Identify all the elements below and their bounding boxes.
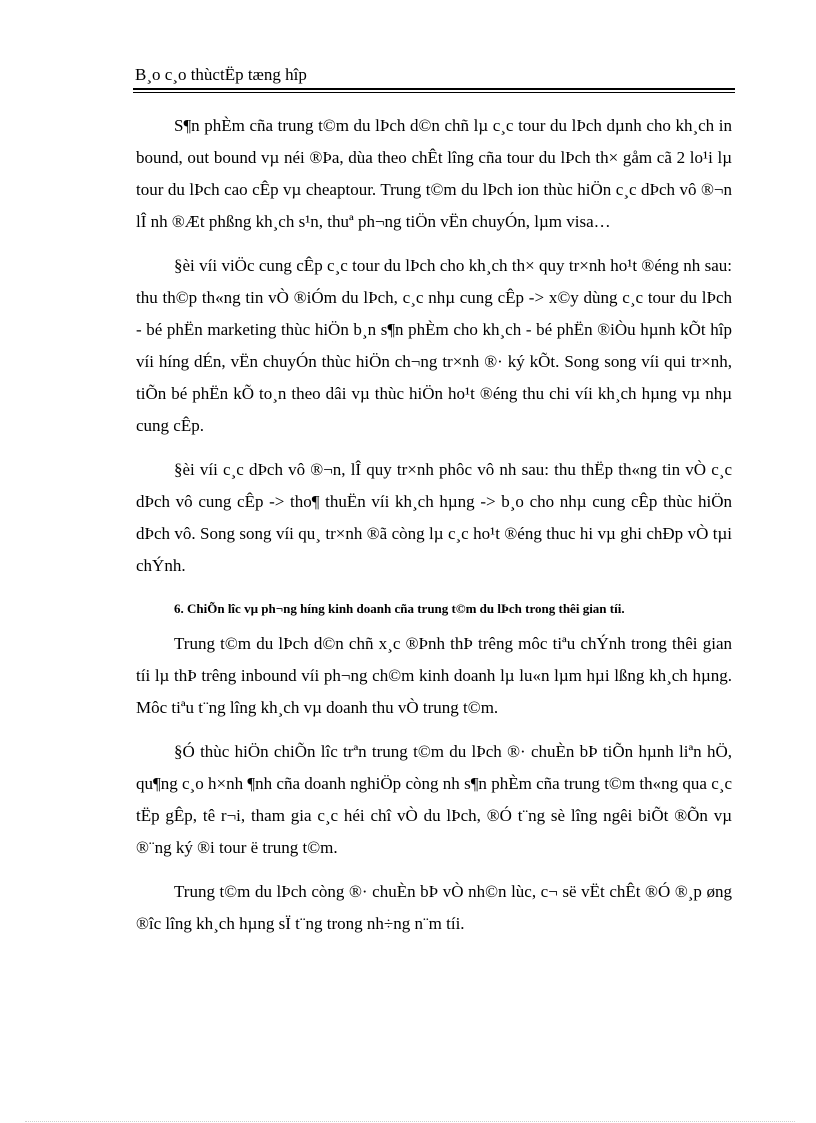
section-heading: 6. ChiÕn lîc vµ ph¬ng híng kinh doanh cña trung t©m du lÞch trong thêi gian tíi. (174, 601, 625, 616)
paragraph-resources: Trung t©m du lÞch còng ®· chuÈn bÞ vÒ nh©n lùc, c¬ së vËt chÊt ®Ó ®¸p øng ®îc lîng kh¸ch hµng sÏ t¨ng trong nh÷ng n¨m tíi. (136, 882, 732, 933)
paragraph-tour-process: §èi víi viÖc cung cÊp c¸c tour du lÞch cho kh¸ch th× quy tr×nh ho¹t ®éng nh sau: thu th©p th«ng tin vÒ ®iÓm du lÞch, c¸c nhµ cung cÊp -> x©y dùng c¸c tour du lÞch - bé phËn marketing thùc hiÖn b¸n s¶n phÈm cho kh¸ch - bé phËn ®iÒu hµnh kÕt hîp víi híng dÉn, vËn chuyÓn thùc hiÖn ch¬ng tr×nh ®· ký kÕt. Song song víi qui tr×nh, tiÕn bé phËn kÕ to¸n theo dâi vµ thùc hiÖn ho¹t ®éng thu chi víi kh¸ch hµng vµ nhµ cung cÊp. (136, 256, 732, 435)
paragraph-target-market: Trung t©m du lÞch d©n chñ x¸c ®Þnh thÞ trêng môc tiªu chÝnh trong thêi gian tíi lµ thÞ trêng inbound víi ph¬ng ch©m kinh doanh lµ lu«n lµm hµi lßng kh¸ch hµng. Môc tiªu t¨ng lîng kh¸ch vµ doanh thu vÒ trung t©m. (136, 634, 732, 717)
header-rule-thin (133, 92, 735, 93)
paragraph-products: S¶n phÈm cña trung t©m du lÞch d©n chñ lµ c¸c tour du lÞch dµnh cho kh¸ch in bound, out bound vµ néi ®Þa, dùa theo chÊt lîng cña tour du lÞch th× gåm cã 2 lo¹i lµ tour du lÞch cao cÊp vµ cheaptour. Trung t©m du lÞch ion thùc hiÖn c¸c dÞch vô ®¬n lÎ nh ®Æt phßng kh¸ch s¹n, thuª ph¬ng tiÖn vËn chuyÓn, lµm visa… (136, 116, 732, 231)
paragraph-service-process: §èi víi c¸c dÞch vô ®¬n, lÎ quy tr×nh phôc vô nh sau: thu thËp th«ng tin vÒ c¸c dÞch vô cung cÊp -> tho¶ thuËn víi kh¸ch hµng -> b¸o cho nhµ cung cÊp thùc hiÖn dÞch vô. Song song víi qu¸ tr×nh ®ã còng lµ c¸c ho¹t ®éng thuc hi vµ ghi chÐp vÒ tµi chÝnh. (136, 460, 732, 575)
page-header-title: B¸o c¸o thùctËp tæng hîp (135, 65, 307, 84)
paragraph-strategy: §Ó thùc hiÖn chiÕn lîc trªn trung t©m du lÞch ®· chuÈn bÞ tiÕn hµnh liªn hÖ, qu¶ng c¸o h×nh ¶nh cña doanh nghiÖp còng nh s¶n phÈm cña trung t©m th«ng qua c¸c tËp gÊp, tê r¬i, tham gia c¸c héi chî vÒ du lÞch, ®Ó t¨ng sè lîng ngêi biÕt ®Õn vµ ®¨ng ký ®i tour ë trung t©m. (136, 742, 732, 857)
header-rule-thick (133, 88, 735, 90)
document-body (136, 110, 732, 952)
page-bottom-border (25, 1121, 795, 1122)
